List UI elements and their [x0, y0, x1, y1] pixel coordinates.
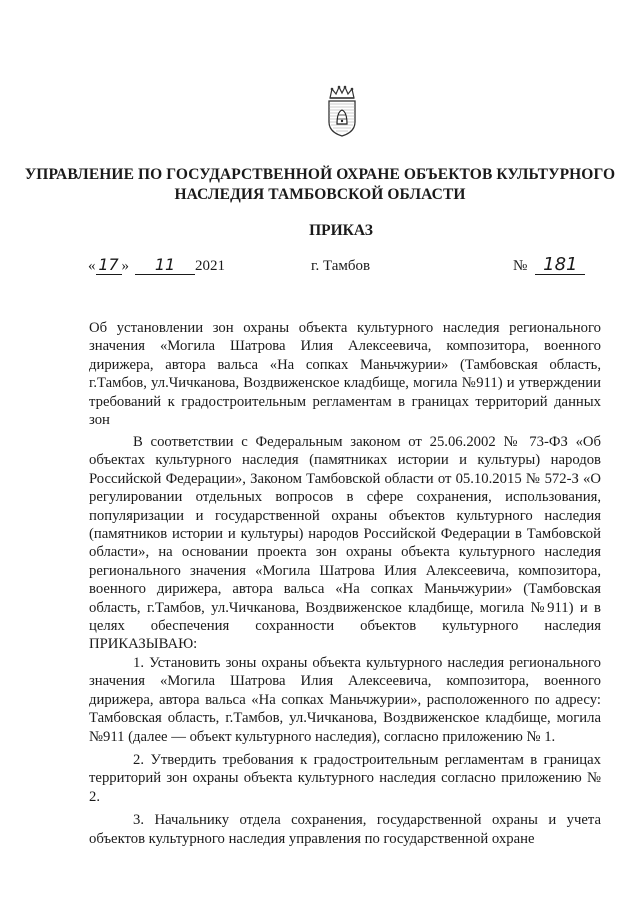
order-date — [88, 255, 225, 279]
order-city: г. Тамбов — [311, 258, 371, 274]
date-month: 11 — [135, 256, 195, 275]
document-type-title: ПРИКАЗ — [309, 222, 373, 239]
order-item-2: 2. Утвердить требования к градостроительным регламентам в границах территорий зон охраны объекта культурного наследия согласно приложению № 2. — [89, 751, 601, 805]
order-number — [513, 255, 585, 279]
tambov-coat-of-arms-icon — [322, 84, 362, 138]
organization-title: УПРАВЛЕНИЕ ПО ГОСУДАРСТВЕННОЙ ОХРАНЕ ОБЪЕКТОВ КУЛЬТУРНОГО НАСЛЕДИЯ ТАМБОВСКОЙ ОБЛАСТИ — [24, 166, 616, 203]
date-quote-close: » — [121, 258, 129, 274]
order-item-3: 3. Начальнику отдела сохранения, государственной охраны и учета объектов культурного наследия управления по государственной охране — [89, 812, 601, 847]
date-year: 2021 — [195, 258, 225, 274]
date-day: 17 — [96, 256, 122, 275]
order-subject: Об установлении зон охраны объекта культурного наследия регионального значения «Могила Шатрова Илия Алексеевича, композитора, военного дирижера, автора вальса «На сопках Маньчжурии» (Тамбовская область, г.Тамбов, ул.Чичканова, Воздвиженское кладбище, могила №911) и утверждении требований к градостроительным регламентам в границах территорий данных зон — [89, 320, 601, 429]
number-value: 181 — [535, 256, 585, 275]
order-body — [89, 433, 601, 848]
order-item-1: 1. Установить зоны охраны объекта культурного наследия регионального значения «Могила Шатрова Илия Алексеевича, композитора, военного дирижера, автора вальса «На сопках Маньчжурии», расположенного по адресу: Тамбовская область, г.Тамбов, ул.Чичканова, Воздвиженское кладбище, могила №911 (далее — объект культурного наследия), согласно приложению № 1. — [89, 654, 601, 745]
date-quote-open: « — [88, 258, 96, 274]
number-prefix: № — [513, 258, 528, 274]
preamble-paragraph: В соответствии с Федеральным законом от 25.06.2002 № 73-ФЗ «Об объектах культурного наследия (памятниках истории и культуры) народов Российской Федерации», Законом Тамбовской области от 05.10.2015 № 572-З «О регулировании отдельных вопросов в сфере сохранения, использования, популяризации и государственной охраны объектов культурного наследия (памятников истории и культуры) народов Российской Федерации в Тамбовской области», на основании проекта зон охраны объекта культурного наследия регионального значения «Могила Шатрова Илия Алексеевича, композитора, военного дирижера, автора вальса «На сопках Маньчжурии» (Тамбовская область, г.Тамбов, ул.Чичканова, Воздвиженское кладбище, могила №911) и в целях обеспечения сохранности объектов культурного наследия ПРИКАЗЫВАЮ: — [89, 434, 601, 653]
